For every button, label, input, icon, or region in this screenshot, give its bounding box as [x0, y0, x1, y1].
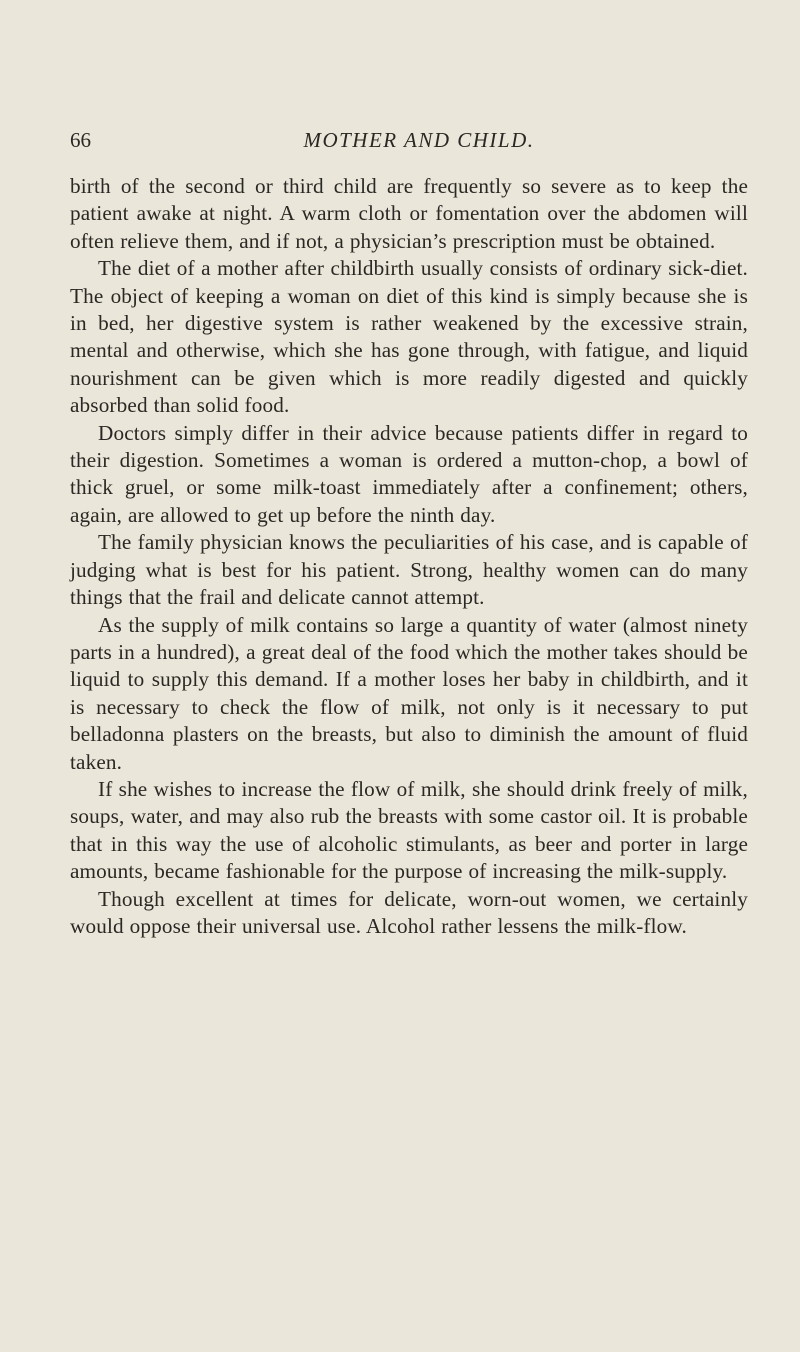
running-head — [70, 127, 748, 153]
paragraph: Though excellent at times for delicate, worn-out women, we certainly would oppose their universal use. Alcohol rather lessens the milk-flow. — [70, 886, 748, 938]
paragraph: Doctors simply differ in their advice because patients differ in regard to their digestion. Sometimes a woman is ordered a mutton-chop, a bowl of thick gruel, or some milk-toast immediately after a confinement; others, again, are allowed to get up before the ninth day. — [70, 420, 748, 527]
paragraph: birth of the second or third child are frequently so severe as to keep the patient awake at night. A warm cloth or fomentation over the abdomen will often relieve them, and if not, a physician’s prescription must be obtained. — [70, 174, 748, 253]
paragraph: As the supply of milk contains so large a quantity of water (almost ninety parts in a hundred), a great deal of the food which the mother takes should be liquid to supply this demand. If a mother loses her baby in childbirth, and it is necessary to check the flow of milk, not only is it necessary to put belladonna plasters on the breasts, but also to diminish the amount of fluid taken. — [70, 612, 748, 774]
running-title: MOTHER AND CHILD. — [303, 128, 535, 152]
paragraph: The family physician knows the peculiarities of his case, and is capable of judging what is best for his patient. Strong, healthy women can do many things that the frail and delicate cannot attempt. — [70, 530, 748, 610]
paragraph: The diet of a mother after childbirth usually consists of ordinary sick-diet. The object of keeping a woman on diet of this kind is simply because she is in bed, her digestive system is rather weakened by the excessive strain, mental and otherwise, which she has gone through, with fatigue, and liquid nourishment can be given which is more readily digested and quickly absorbed than solid food. — [70, 256, 748, 418]
paragraph: If she wishes to increase the flow of milk, she should drink freely of milk, soups, water, and may also rub the breasts with some castor oil. It is probable that in this way the use of alcoholic stimulants, as beer and porter in large amounts, became fashionable for the purpose of increasing the milk-supply. — [70, 776, 748, 884]
body-text — [70, 173, 748, 940]
page-number: 66 — [70, 128, 91, 152]
